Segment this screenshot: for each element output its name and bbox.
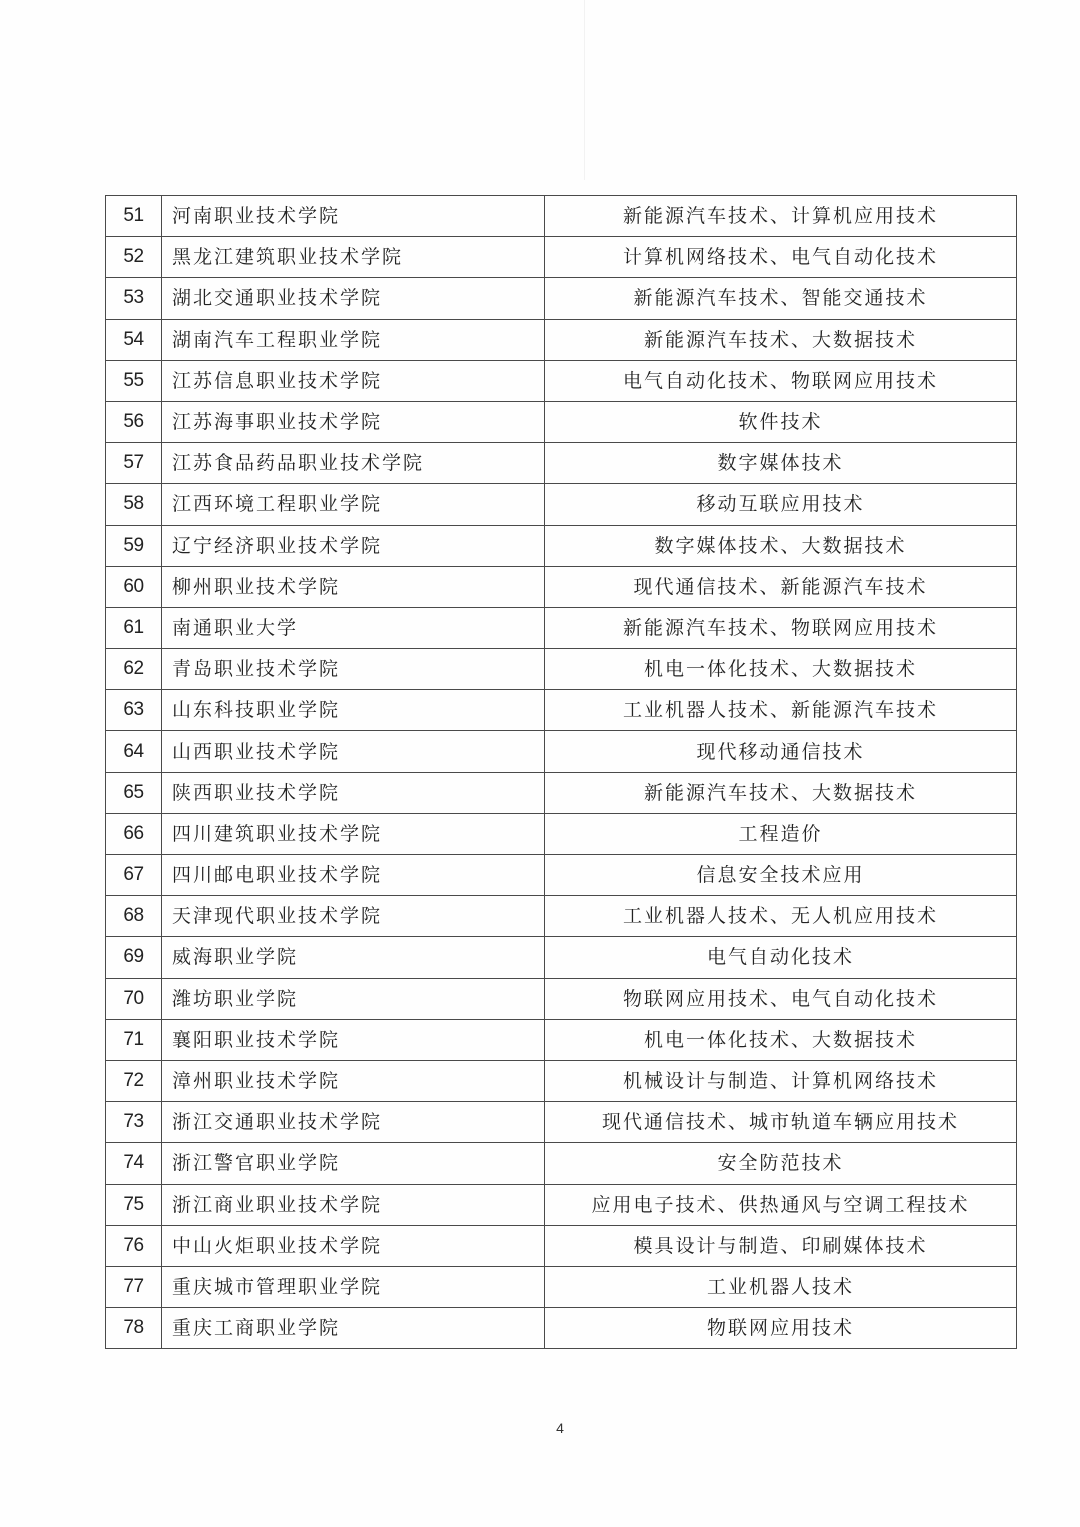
school-name-cell: 重庆工商职业学院 <box>162 1308 545 1349</box>
majors-cell: 机电一体化技术、大数据技术 <box>545 649 1017 690</box>
table-row <box>106 731 1017 772</box>
table-row <box>106 1225 1017 1266</box>
table-row <box>106 484 1017 525</box>
row-number-cell: 77 <box>106 1266 162 1307</box>
row-number-cell: 51 <box>106 196 162 237</box>
table-row <box>106 607 1017 648</box>
table-row <box>106 237 1017 278</box>
row-number-cell: 76 <box>106 1225 162 1266</box>
row-number-cell: 75 <box>106 1184 162 1225</box>
school-name-cell: 襄阳职业技术学院 <box>162 1019 545 1060</box>
row-number-cell: 64 <box>106 731 162 772</box>
school-name-cell: 江西环境工程职业学院 <box>162 484 545 525</box>
row-number-cell: 65 <box>106 772 162 813</box>
majors-cell: 新能源汽车技术、计算机应用技术 <box>545 196 1017 237</box>
school-name-cell: 江苏信息职业技术学院 <box>162 360 545 401</box>
row-number-cell: 73 <box>106 1102 162 1143</box>
majors-cell: 工业机器人技术、无人机应用技术 <box>545 896 1017 937</box>
school-name-cell: 潍坊职业学院 <box>162 978 545 1019</box>
school-major-table <box>105 195 1017 1349</box>
majors-cell: 新能源汽车技术、大数据技术 <box>545 319 1017 360</box>
row-number-cell: 69 <box>106 937 162 978</box>
row-number-cell: 72 <box>106 1060 162 1101</box>
majors-cell: 物联网应用技术 <box>545 1308 1017 1349</box>
row-number-cell: 56 <box>106 401 162 442</box>
row-number-cell: 53 <box>106 278 162 319</box>
page-number: 4 <box>556 1420 564 1436</box>
table-row <box>106 196 1017 237</box>
school-name-cell: 天津现代职业技术学院 <box>162 896 545 937</box>
majors-cell: 电气自动化技术 <box>545 937 1017 978</box>
school-name-cell: 浙江警官职业学院 <box>162 1143 545 1184</box>
table-row <box>106 855 1017 896</box>
table-row <box>106 937 1017 978</box>
row-number-cell: 74 <box>106 1143 162 1184</box>
row-number-cell: 60 <box>106 566 162 607</box>
row-number-cell: 59 <box>106 525 162 566</box>
majors-cell: 现代移动通信技术 <box>545 731 1017 772</box>
row-number-cell: 57 <box>106 443 162 484</box>
table-row <box>106 1060 1017 1101</box>
school-name-cell: 南通职业大学 <box>162 607 545 648</box>
majors-cell: 软件技术 <box>545 401 1017 442</box>
majors-cell: 机电一体化技术、大数据技术 <box>545 1019 1017 1060</box>
table-row <box>106 401 1017 442</box>
row-number-cell: 68 <box>106 896 162 937</box>
majors-cell: 新能源汽车技术、大数据技术 <box>545 772 1017 813</box>
school-name-cell: 浙江商业职业技术学院 <box>162 1184 545 1225</box>
table-row <box>106 360 1017 401</box>
table-row <box>106 278 1017 319</box>
row-number-cell: 70 <box>106 978 162 1019</box>
row-number-cell: 63 <box>106 690 162 731</box>
school-name-cell: 河南职业技术学院 <box>162 196 545 237</box>
school-name-cell: 陕西职业技术学院 <box>162 772 545 813</box>
table-row <box>106 1019 1017 1060</box>
school-name-cell: 湖南汽车工程职业学院 <box>162 319 545 360</box>
scan-artifact-line <box>584 0 585 180</box>
majors-cell: 工程造价 <box>545 813 1017 854</box>
majors-cell: 现代通信技术、城市轨道车辆应用技术 <box>545 1102 1017 1143</box>
school-name-cell: 浙江交通职业技术学院 <box>162 1102 545 1143</box>
school-name-cell: 山东科技职业学院 <box>162 690 545 731</box>
majors-cell: 工业机器人技术、新能源汽车技术 <box>545 690 1017 731</box>
school-name-cell: 中山火炬职业技术学院 <box>162 1225 545 1266</box>
school-name-cell: 黑龙江建筑职业技术学院 <box>162 237 545 278</box>
row-number-cell: 67 <box>106 855 162 896</box>
table-row <box>106 525 1017 566</box>
majors-cell: 工业机器人技术 <box>545 1266 1017 1307</box>
table-row <box>106 978 1017 1019</box>
table-row <box>106 772 1017 813</box>
school-name-cell: 威海职业学院 <box>162 937 545 978</box>
majors-cell: 现代通信技术、新能源汽车技术 <box>545 566 1017 607</box>
table-row <box>106 1143 1017 1184</box>
row-number-cell: 58 <box>106 484 162 525</box>
majors-cell: 新能源汽车技术、物联网应用技术 <box>545 607 1017 648</box>
school-name-cell: 漳州职业技术学院 <box>162 1060 545 1101</box>
row-number-cell: 71 <box>106 1019 162 1060</box>
row-number-cell: 55 <box>106 360 162 401</box>
majors-cell: 计算机网络技术、电气自动化技术 <box>545 237 1017 278</box>
majors-cell: 物联网应用技术、电气自动化技术 <box>545 978 1017 1019</box>
majors-cell: 数字媒体技术 <box>545 443 1017 484</box>
table-body <box>106 196 1017 1349</box>
school-name-cell: 柳州职业技术学院 <box>162 566 545 607</box>
table-row <box>106 566 1017 607</box>
school-name-cell: 江苏食品药品职业技术学院 <box>162 443 545 484</box>
majors-cell: 移动互联应用技术 <box>545 484 1017 525</box>
school-name-cell: 重庆城市管理职业学院 <box>162 1266 545 1307</box>
majors-cell: 安全防范技术 <box>545 1143 1017 1184</box>
table-row <box>106 1308 1017 1349</box>
row-number-cell: 66 <box>106 813 162 854</box>
row-number-cell: 62 <box>106 649 162 690</box>
school-name-cell: 江苏海事职业技术学院 <box>162 401 545 442</box>
school-name-cell: 四川建筑职业技术学院 <box>162 813 545 854</box>
table-row <box>106 1266 1017 1307</box>
majors-cell: 信息安全技术应用 <box>545 855 1017 896</box>
majors-cell: 电气自动化技术、物联网应用技术 <box>545 360 1017 401</box>
school-name-cell: 湖北交通职业技术学院 <box>162 278 545 319</box>
majors-cell: 新能源汽车技术、智能交通技术 <box>545 278 1017 319</box>
majors-cell: 机械设计与制造、计算机网络技术 <box>545 1060 1017 1101</box>
table-row <box>106 690 1017 731</box>
row-number-cell: 61 <box>106 607 162 648</box>
table-row <box>106 896 1017 937</box>
row-number-cell: 54 <box>106 319 162 360</box>
row-number-cell: 78 <box>106 1308 162 1349</box>
table-row <box>106 1102 1017 1143</box>
school-name-cell: 山西职业技术学院 <box>162 731 545 772</box>
table-row <box>106 443 1017 484</box>
table-row <box>106 649 1017 690</box>
majors-cell: 应用电子技术、供热通风与空调工程技术 <box>545 1184 1017 1225</box>
table-row <box>106 1184 1017 1225</box>
table-row <box>106 319 1017 360</box>
majors-cell: 模具设计与制造、印刷媒体技术 <box>545 1225 1017 1266</box>
table-row <box>106 813 1017 854</box>
majors-cell: 数字媒体技术、大数据技术 <box>545 525 1017 566</box>
school-name-cell: 辽宁经济职业技术学院 <box>162 525 545 566</box>
row-number-cell: 52 <box>106 237 162 278</box>
school-name-cell: 四川邮电职业技术学院 <box>162 855 545 896</box>
school-name-cell: 青岛职业技术学院 <box>162 649 545 690</box>
